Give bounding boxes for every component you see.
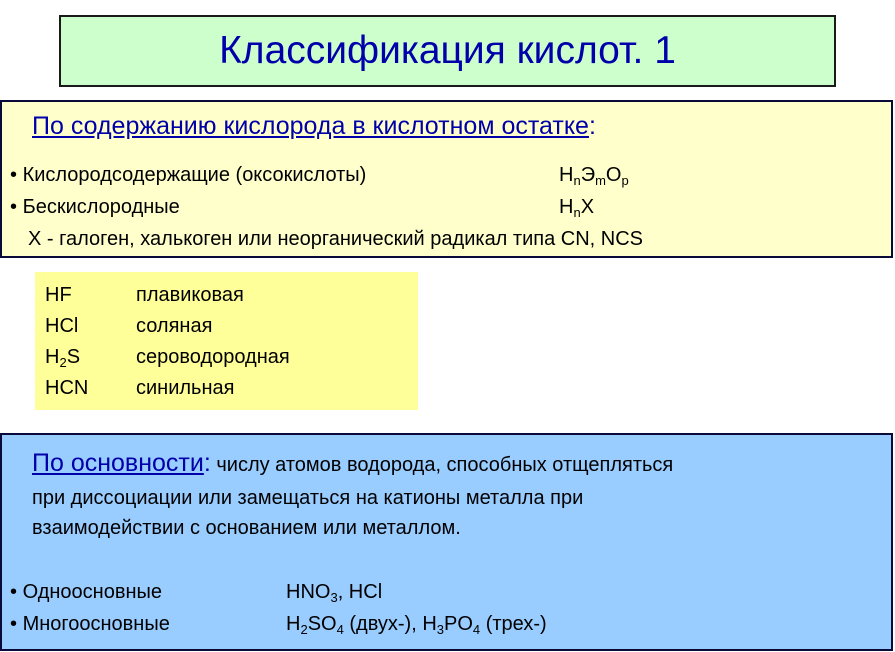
formula-part: O bbox=[605, 164, 622, 186]
halogen-note: X - галоген, халькоген или неорганический радикал типа CN, NCS bbox=[28, 228, 643, 250]
list-item-polybasic bbox=[10, 613, 170, 636]
formula-subscript: 4 bbox=[472, 622, 481, 637]
list-item-label: Одноосновные bbox=[22, 581, 162, 603]
title-box bbox=[59, 15, 836, 87]
oxoacid-formula bbox=[559, 164, 629, 187]
basicity-description-line: взаимодействии с основанием или металлом. bbox=[32, 517, 461, 539]
bullet: • bbox=[10, 613, 18, 635]
formula-part: Э bbox=[580, 164, 596, 186]
formula-part: (двух-), H bbox=[343, 613, 437, 635]
oxygen-heading bbox=[32, 112, 596, 141]
example-formula bbox=[45, 377, 88, 400]
bullet: • bbox=[10, 581, 18, 603]
formula-part: HF bbox=[45, 284, 72, 306]
formula-part: HNO bbox=[286, 581, 331, 603]
anoxic-formula bbox=[559, 196, 594, 219]
page-title: Классификация кислот. 1 bbox=[219, 29, 676, 72]
basicity-heading bbox=[32, 449, 673, 478]
formula-subscript: 2 bbox=[300, 622, 308, 637]
list-item-label: Бескислородные bbox=[22, 196, 180, 218]
oxygen-heading-colon: : bbox=[588, 112, 596, 140]
formula-part: X bbox=[580, 196, 595, 218]
oxygen-heading-text: По содержанию кислорода в кислотном остатке bbox=[32, 112, 589, 140]
list-item-label: Кислородсодержащие (оксокислоты) bbox=[22, 164, 367, 186]
formula-part: H bbox=[286, 613, 301, 635]
formula-subscript: m bbox=[595, 173, 606, 188]
list-item-anoxic bbox=[10, 196, 180, 219]
example-name: соляная bbox=[136, 315, 213, 337]
list-item-monobasic bbox=[10, 581, 162, 604]
formula-subscript: 3 bbox=[330, 590, 338, 605]
formula-part: HCl bbox=[45, 315, 79, 337]
example-name: синильная bbox=[136, 377, 235, 399]
formula-part: SO bbox=[307, 613, 337, 635]
formula-subscript: 4 bbox=[336, 622, 344, 637]
oxygen-content-box bbox=[0, 100, 893, 258]
formula-part: PO bbox=[444, 613, 473, 635]
basicity-heading-colon: : bbox=[203, 449, 211, 477]
bullet: • bbox=[10, 196, 18, 218]
bullet: • bbox=[10, 164, 18, 186]
list-item-oxoacids bbox=[10, 164, 366, 187]
examples-box bbox=[35, 272, 418, 410]
formula-subscript: 3 bbox=[436, 622, 445, 637]
example-formula bbox=[45, 315, 78, 338]
example-formula bbox=[45, 346, 80, 369]
formula-part: H bbox=[559, 164, 574, 186]
basicity-description-line: при диссоциации или замещаться на катионы металла при bbox=[32, 487, 584, 509]
formula-part: HCN bbox=[45, 377, 89, 399]
list-item-label: Многоосновные bbox=[22, 613, 170, 635]
formula-part: (трех-) bbox=[480, 613, 547, 635]
example-name: плавиковая bbox=[136, 284, 244, 306]
polybasic-formulas bbox=[286, 613, 547, 636]
formula-subscript: 2 bbox=[59, 355, 67, 370]
formula-part: , HCl bbox=[337, 581, 383, 603]
formula-subscript: p bbox=[621, 173, 629, 188]
basicity-heading-text: По основности bbox=[32, 449, 204, 477]
formula-subscript: n bbox=[573, 173, 581, 188]
formula-part: H bbox=[45, 346, 60, 368]
basicity-box bbox=[0, 433, 893, 651]
basicity-description: числу атомов водорода, способных отщепляться bbox=[210, 454, 674, 476]
monobasic-formulas bbox=[286, 581, 382, 604]
example-name: сероводородная bbox=[136, 346, 290, 368]
formula-subscript: n bbox=[573, 205, 581, 220]
formula-part: H bbox=[559, 196, 574, 218]
formula-part: S bbox=[66, 346, 81, 368]
example-formula bbox=[45, 284, 72, 307]
